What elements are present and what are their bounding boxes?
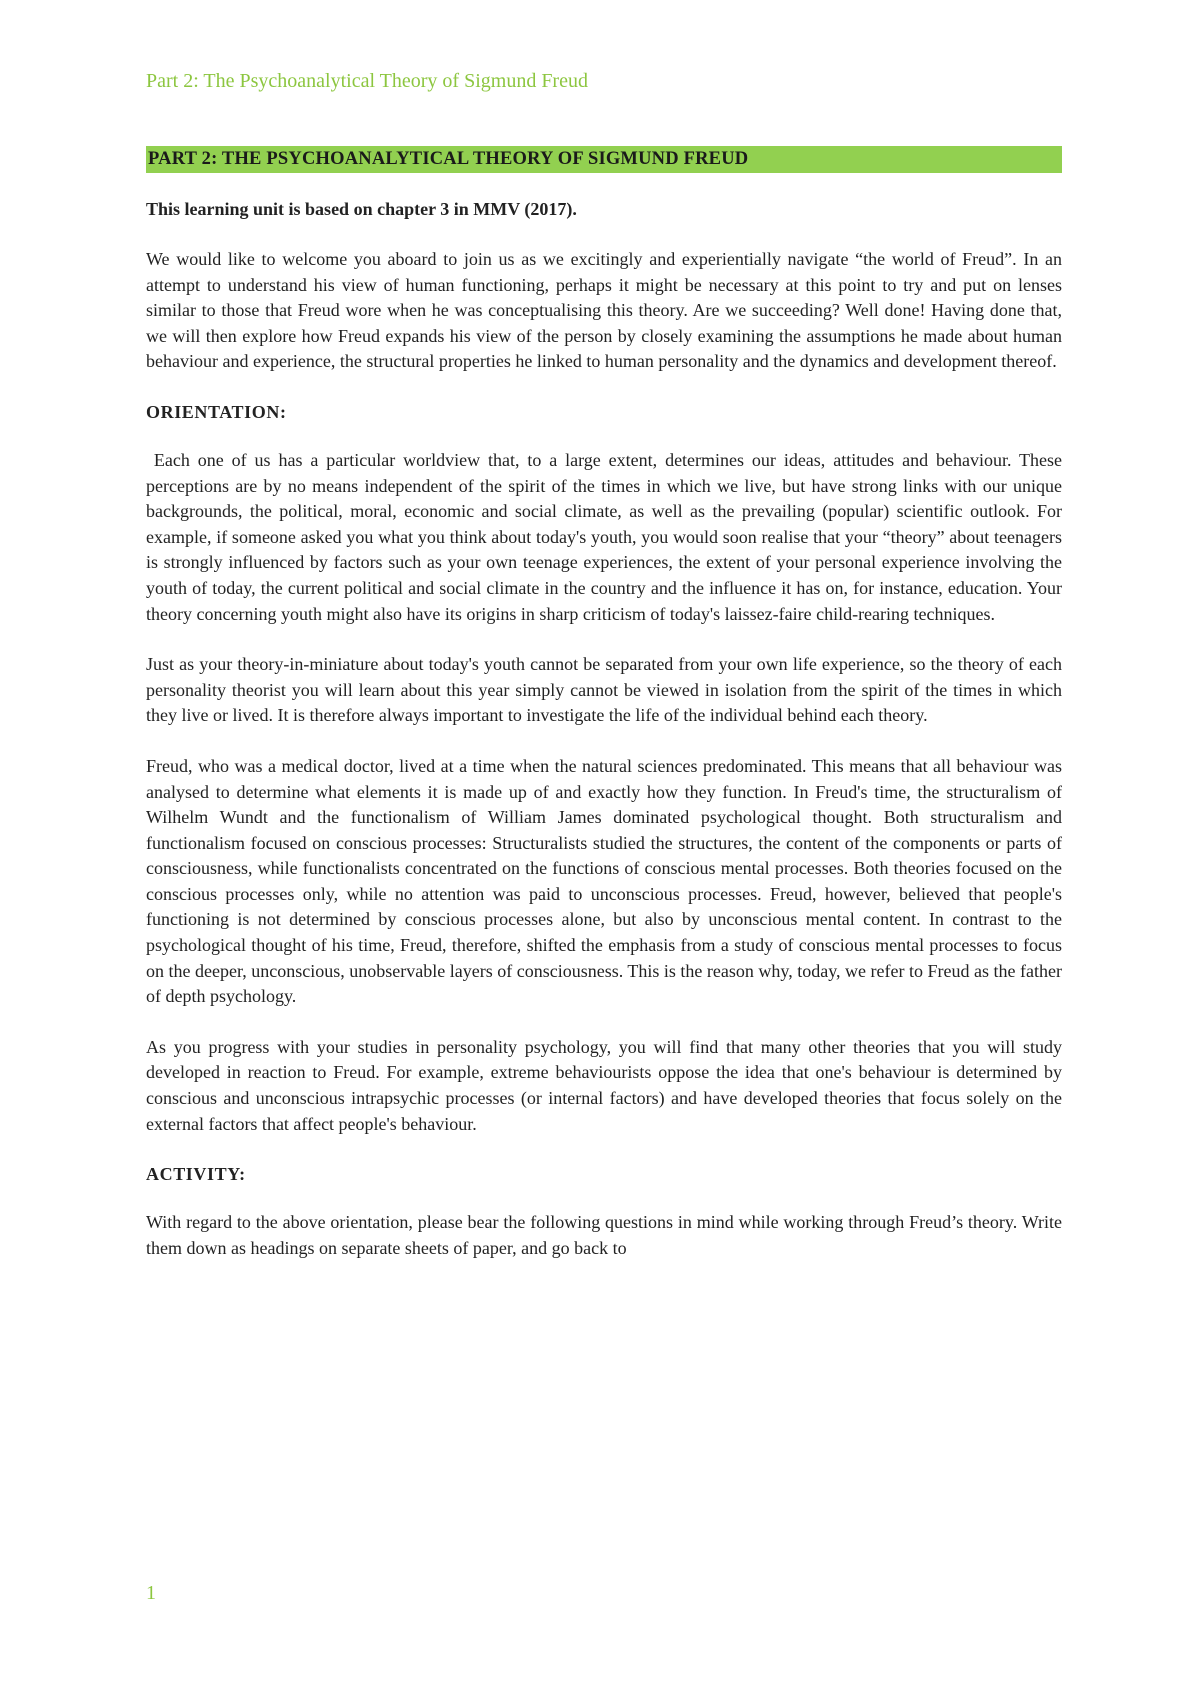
orientation-paragraph-4: As you progress with your studies in personality psychology, you will find that many other theories that you will study developed in reaction to Freud. For example, extreme behaviourists oppose the idea that one's behaviour is determined by conscious and unconscious intrapsychic processes (or internal factors) and have developed theories that focus solely on the external factors that affect people's behaviour. xyxy=(146,1036,1062,1134)
orientation-heading: ORIENTATION: xyxy=(146,401,287,422)
orientation-paragraph-2: Just as your theory-in-miniature about today's youth cannot be separated from your own life experience, so the theory of each personality theorist you will learn about this year simply cannot be viewed in isolation from the spirit of the times in which they live or lived. It is therefore always important to investigate the life of the individual behind each theory. xyxy=(146,654,1062,726)
part-title-banner: PART 2: THE PSYCHOANALYTICAL THEORY OF SIGMUND FREUD xyxy=(146,146,1062,173)
activity-paragraph: With regard to the above orientation, please bear the following questions in mind while working through Freud’s theory. Write them down as headings on separate sheets of paper, and go back to xyxy=(146,1212,1062,1258)
intro-paragraph: We would like to welcome you aboard to join us as we excitingly and experientially navigate “the world of Freud”. In an attempt to understand his view of human functioning, perhaps it might be necessary at this point to try and put on lenses similar to those that Freud wore when he was conceptualising this theory. Are we succeeding? Well done! Having done that, we will then explore how Freud expands his view of the person by closely examining the assumptions he made about human behaviour and experience, the structural properties he linked to human personality and the dynamics and development thereof. xyxy=(146,249,1062,372)
learning-unit-note: This learning unit is based on chapter 3 in MMV (2017). xyxy=(146,199,577,219)
running-header: Part 2: The Psychoanalytical Theory of Sigmund Freud xyxy=(146,70,588,92)
activity-heading: ACTIVITY: xyxy=(146,1164,246,1185)
page-content xyxy=(146,146,1067,1286)
orientation-paragraph-3: Freud, who was a medical doctor, lived at a time when the natural sciences predominated. This means that all behaviour was analysed to determine what elements it is made up of and exactly how they function. In Freud's time, the structuralism of Wilhelm Wundt and the functionalism of William James dominated psychological thought. Both structuralism and functionalism focused on conscious processes: Structuralists studied the structures, the content of the components or parts of consciousness, while functionalists concentrated on the functions of conscious mental processes. Both theories focused on the conscious processes only, while no attention was paid to unconscious processes. Freud, however, believed that people's functioning is not determined by conscious processes alone, but also by unconscious mental content. In contrast to the psychological thought of his time, Freud, therefore, shifted the emphasis from a study of conscious mental processes to focus on the deeper, unconscious, unobservable layers of consciousness. This is the reason why, today, we refer to Freud as the father of depth psychology. xyxy=(146,755,1062,1007)
orientation-paragraph-1: Each one of us has a particular worldview that, to a large extent, determines our ideas, attitudes and behaviour. These perceptions are by no means independent of the spirit of the times in which we live, but have strong links with our unique backgrounds, the political, moral, economic and social climate, as well as the prevailing (popular) scientific outlook. For example, if someone asked you what you think about today's youth, you would soon realise that your “theory” about teenagers is strongly influenced by factors such as your own teenage experiences, the extent of your personal experience involving the youth of today, the current political and social climate in the country and the influence it has on, for instance, education. Your theory concerning youth might also have its origins in sharp criticism of today's laissez-faire child-rearing techniques. xyxy=(146,449,1067,624)
page-number: 1 xyxy=(146,1582,156,1604)
